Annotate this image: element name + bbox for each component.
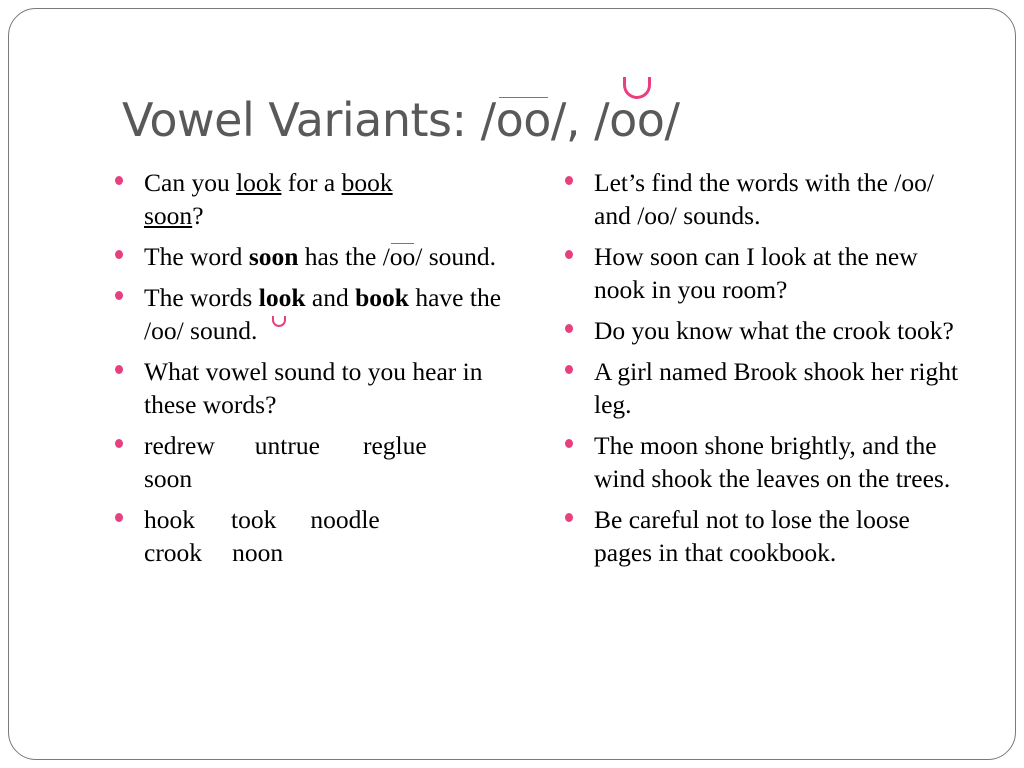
word: reglue bbox=[362, 431, 427, 460]
macron-oo bbox=[390, 240, 416, 273]
list-item: Be careful not to lose the loose pages in that cookbook. bbox=[563, 503, 973, 569]
word: noodle bbox=[310, 505, 380, 534]
slide-title bbox=[122, 93, 679, 147]
underlined-word: soon bbox=[144, 201, 193, 230]
list-item: A girl named Brook shook her right leg. bbox=[563, 355, 973, 421]
oo-text: oo bbox=[265, 283, 292, 312]
breve-mark-icon bbox=[272, 316, 286, 327]
left-bullet-list bbox=[113, 166, 513, 577]
text: l bbox=[258, 283, 266, 312]
title-prefix: Vowel Variants: / bbox=[122, 93, 496, 147]
text: ? bbox=[192, 201, 204, 230]
title-oo-long-text: oo bbox=[495, 93, 551, 147]
title-middle: /, / bbox=[550, 93, 610, 147]
text: has the / bbox=[298, 242, 390, 271]
list-item: How soon can I look at the new nook in you room? bbox=[563, 240, 973, 306]
text: have the /oo/ sound. bbox=[144, 283, 502, 345]
title-oo-short-text: oo bbox=[609, 93, 665, 147]
oo-text: oo bbox=[389, 242, 416, 271]
macron-mark-icon bbox=[499, 97, 548, 98]
text: k bbox=[291, 283, 306, 312]
word: crook bbox=[144, 538, 203, 567]
word: soon bbox=[144, 464, 193, 493]
right-bullet-list bbox=[563, 166, 973, 577]
macron-mark-icon bbox=[391, 243, 415, 244]
text: Can you bbox=[144, 168, 237, 197]
list-item bbox=[113, 503, 513, 569]
underlined-word: look bbox=[236, 168, 282, 197]
word: took bbox=[231, 505, 277, 534]
list-item bbox=[113, 281, 513, 347]
word: redrew bbox=[144, 431, 215, 460]
underlined-word: book bbox=[341, 168, 393, 197]
text: The words bbox=[144, 283, 259, 312]
breve-oo bbox=[266, 281, 292, 314]
text: and bbox=[305, 283, 356, 312]
list-item bbox=[113, 166, 513, 232]
list-item bbox=[113, 429, 513, 495]
text: / sound. bbox=[415, 242, 497, 271]
word: noon bbox=[232, 538, 284, 567]
text: The word bbox=[144, 242, 249, 271]
bold-word-look bbox=[259, 283, 306, 312]
list-item: The moon shone brightly, and the wind shook the leaves on the trees. bbox=[563, 429, 973, 495]
word: untrue bbox=[254, 431, 320, 460]
text: for a bbox=[281, 168, 342, 197]
bold-word: soon bbox=[248, 242, 299, 271]
word: hook bbox=[144, 505, 195, 534]
title-oo-short bbox=[609, 93, 664, 147]
bold-word: book bbox=[355, 283, 409, 312]
list-item: What vowel sound to you hear in these words? bbox=[113, 355, 513, 421]
list-item bbox=[113, 240, 513, 273]
list-item: Do you know what the crook took? bbox=[563, 314, 973, 347]
title-suffix: / bbox=[664, 93, 680, 147]
list-item: Let’s find the words with the /oo/ and /oo/ sounds. bbox=[563, 166, 973, 232]
title-oo-long bbox=[496, 93, 551, 147]
